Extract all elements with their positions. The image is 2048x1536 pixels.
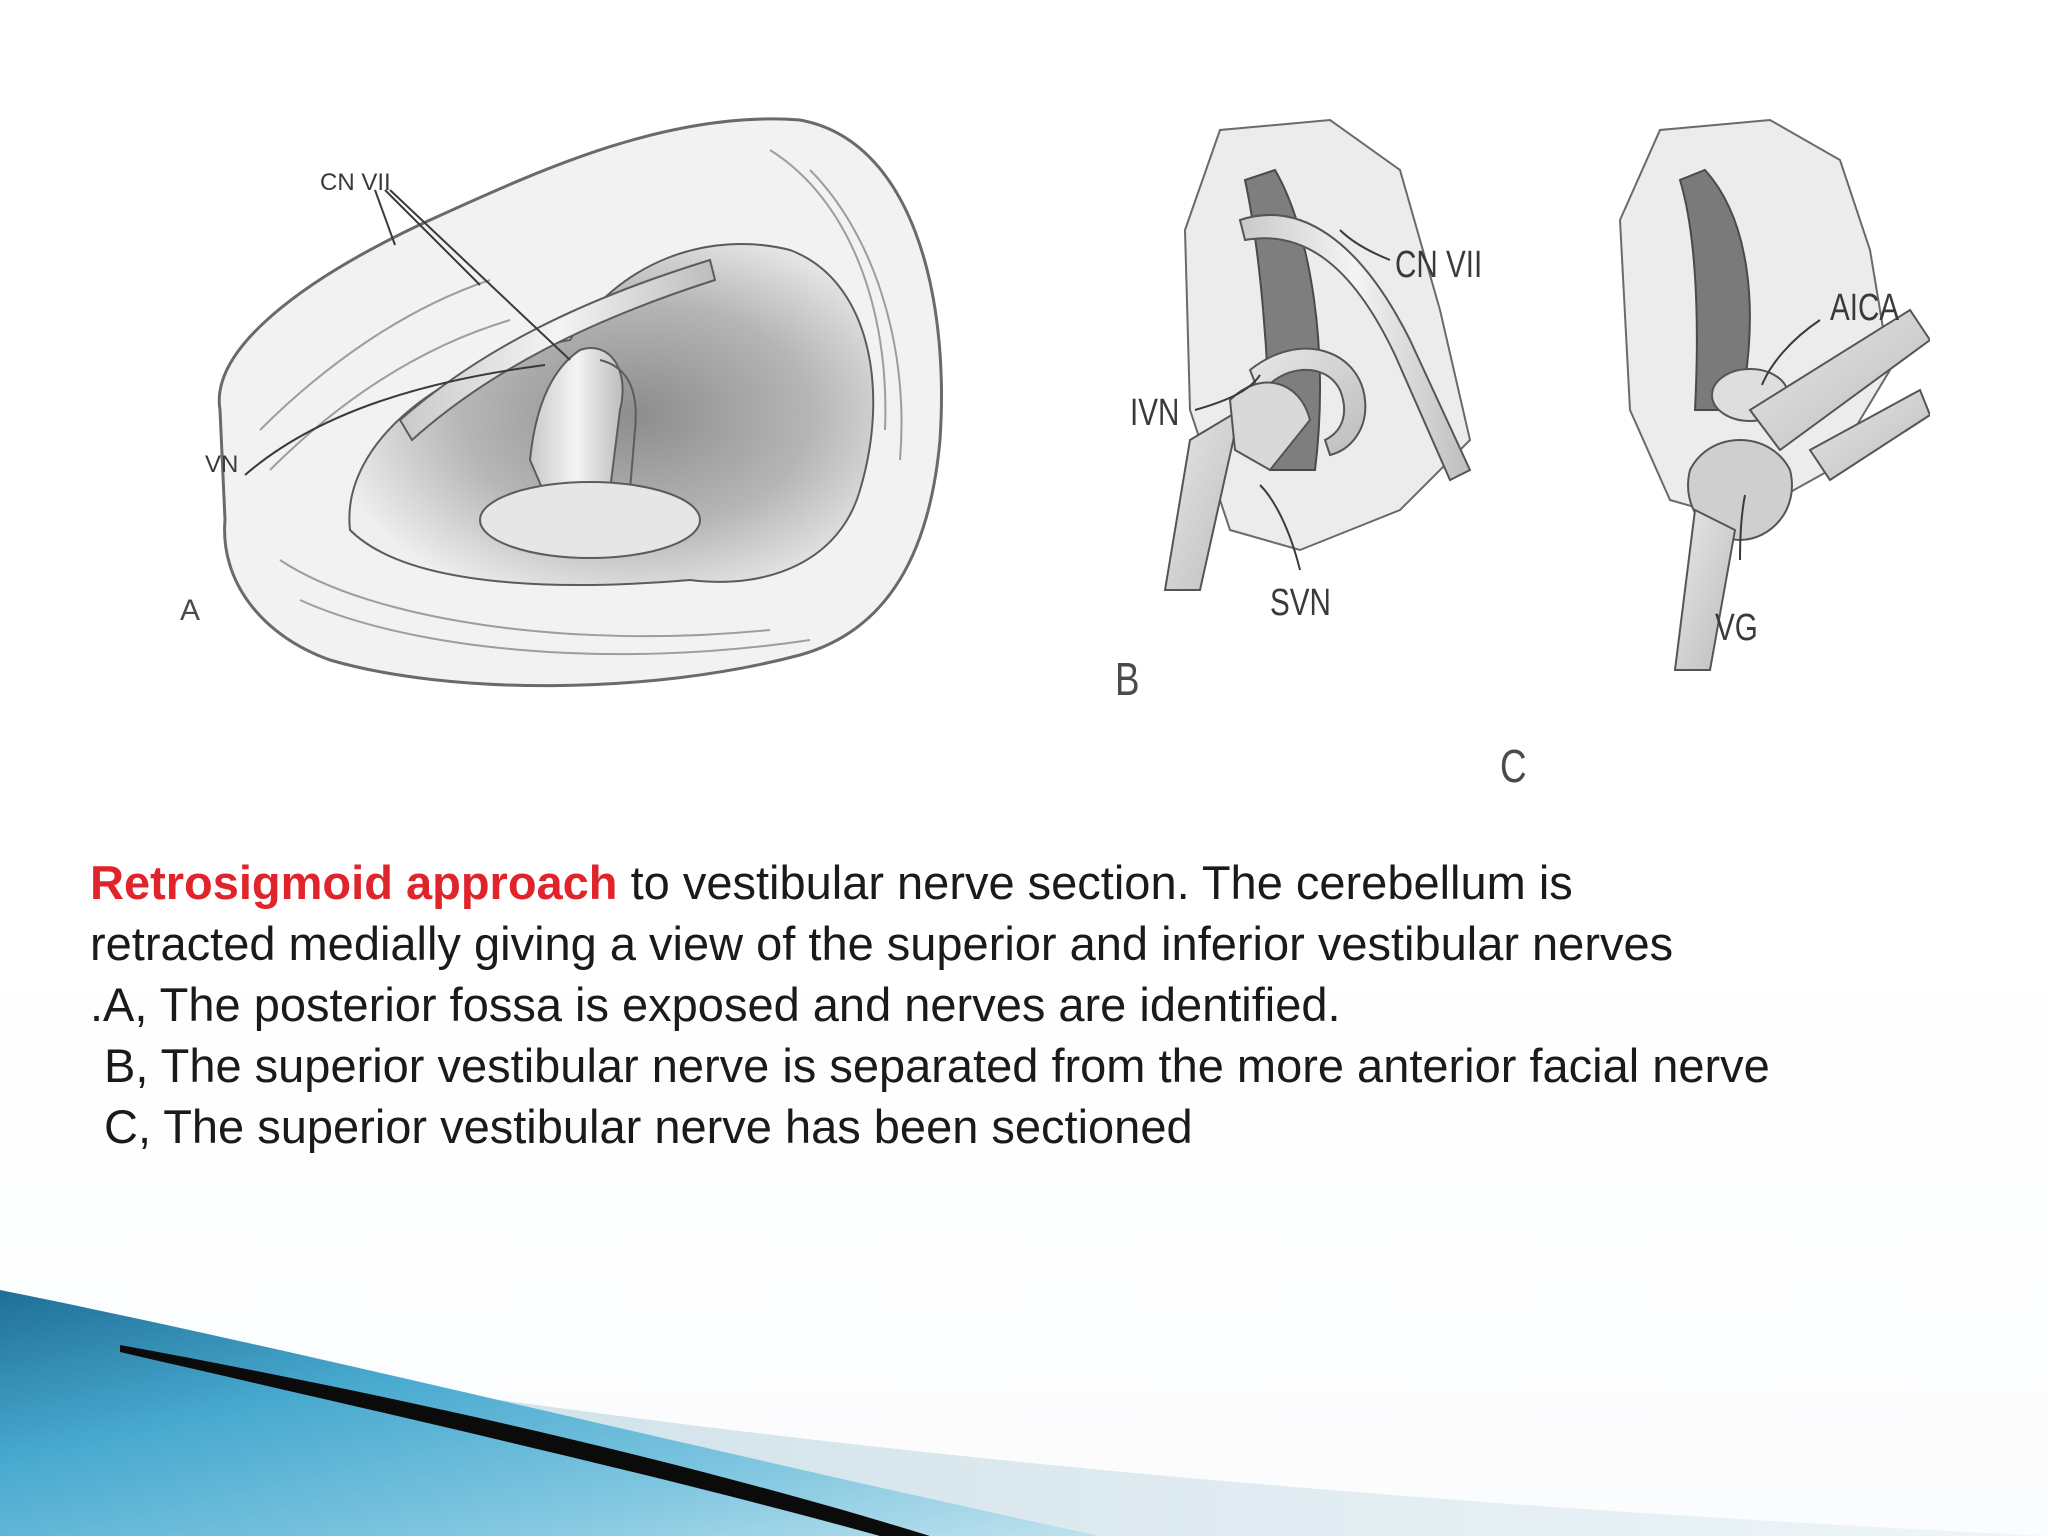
panel-c <box>1500 120 1930 792</box>
panel-a-label-vn: VN <box>205 451 239 478</box>
caption-line-1-rest: to vestibular nerve section. The cerebellum is <box>617 856 1573 909</box>
caption-line-4: B, The superior vestibular nerve is separated from the more anterior facial nerve <box>104 1039 1770 1092</box>
panel-c-label-vg: VG <box>1714 606 1758 649</box>
caption-line-5: C, The superior vestibular nerve has been sectioned <box>104 1100 1193 1153</box>
panel-b-tissue-frame <box>1185 120 1470 550</box>
panel-b-label-cn7: CN VII <box>1394 243 1483 286</box>
panel-b-letter: B <box>1115 653 1140 705</box>
panel-b-label-svn: SVN <box>1269 581 1331 624</box>
figure-caption <box>90 852 1990 1157</box>
slide-footer-decoration <box>0 1290 2048 1536</box>
panel-a-letter: A <box>180 594 201 627</box>
caption-line-1 <box>90 852 1990 913</box>
panel-b <box>1115 120 1482 705</box>
surgical-illustration <box>150 110 1930 810</box>
panel-a-retractor-pad <box>480 482 700 558</box>
caption-line-3: .A, The posterior fossa is exposed and nerves are identified. <box>90 978 1341 1031</box>
panel-b-label-ivn: IVN <box>1130 391 1180 434</box>
panel-c-label-aica: AICA <box>1830 286 1900 329</box>
panel-a <box>180 119 941 686</box>
caption-emphasis: Retrosigmoid approach <box>90 856 618 909</box>
panel-c-letter: C <box>1500 740 1527 792</box>
panel-a-label-cn7: CN VII <box>320 169 391 196</box>
caption-line-2: retracted medially giving a view of the superior and inferior vestibular nerves <box>90 917 1674 970</box>
